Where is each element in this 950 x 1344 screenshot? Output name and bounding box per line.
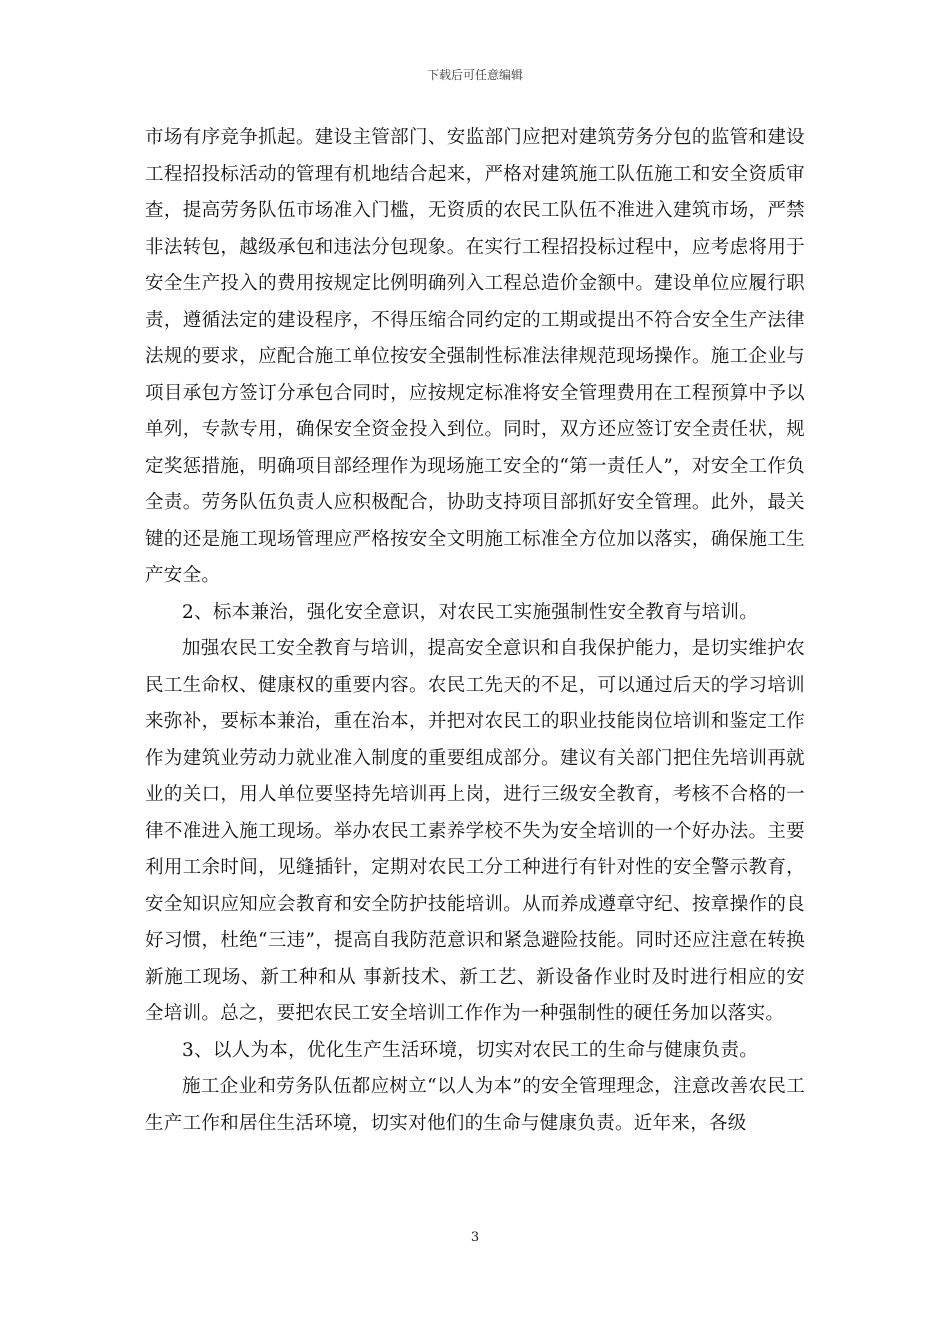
page-header: 下载后可任意编辑 [426, 68, 523, 82]
section-heading-2: 2、标本兼治，强化安全意识，对农民工实施强制性安全教育与培训。 [182, 601, 759, 623]
paragraph-1: 市场有序竞争抓起。建设主管部门、安监部门应把对建筑劳务分包的监管和建设工程招投标活动的管理有机地结合起来，严格对建筑施工队伍施工和安全资质审查，提高劳务队伍市场准入门槛，无资质的农民工队伍不准进入建筑市场，严禁非法转包，越级承包和违法分包现象。在实行工程招投标过程中，应考虑将用于安全生产投入的费用按规定比例明确列入工程总造价金额中。建设单位应履行职责，遵循法定的建设程序，不得压缩合同约定的工期或提出不符合安全生产法律法规的要求，应配合施工单位按安全强制性标准法律规范现场操作。施工企业与项目承包方签订分承包合同时，应按规定标准将安全管理费用在工程预算中予以单列，专款专用，确保安全资金投入到位。同时，双方还应签订安全责任状，规定奖惩措施，明确项目部经理作为现场施工安全的“第一责任人”，对安全工作负全责。劳务队伍负责人应积极配合，协助支持项目部抓好安全管理。此外，最关键的还是施工现场管理应严格按安全文明施工标准全方位加以落实，确保施工生产安全。 [145, 127, 805, 586]
section-heading-3: 3、以人为本，优化生产生活环境，切实对农民工的生命与健康负责。 [182, 1039, 759, 1061]
paragraph-2: 加强农民工安全教育与培训，提高安全意识和自我保护能力，是切实维护农民工生命权、健康权的重要内容。农民工先天的不足，可以通过后天的学习培训来弥补，要标本兼治，重在治本，并把对农民工的职业技能岗位培训和鉴定工作作为建筑业劳动力就业准入制度的重要组成部分。建议有关部门把住先培训再就业的关口，用人单位要坚持先培训再上岗，进行三级安全教育，考核不合格的一律不准进入施工现场。举办农民工素养学校不失为安全培训的一个好办法。主要利用工余时间，见缝插针，定期对农民工分工种进行有针对性的安全警示教育，安全知识应知应会教育和安全防护技能培训。从而养成遵章守纪、按章操作的良好习惯，杜绝“三违”，提高自我防范意识和紧急避险技能。同时还应注意在转换新施工现场、新工种和从 事新技术、新工艺、新设备作业时及时进行相应的安全培训。总之，要把农民工安全培训工作作为一种强制性的硬任务加以落实。 [145, 638, 805, 1024]
page-number: 3 [470, 1230, 480, 1245]
paragraph-3: 施工企业和劳务队伍都应树立“以人为本”的安全管理理念，注意改善农民工生产工作和居住生活环境，切实对他们的生命与健康负责。近年来，各级 [145, 1076, 805, 1134]
document-body [145, 120, 805, 1142]
